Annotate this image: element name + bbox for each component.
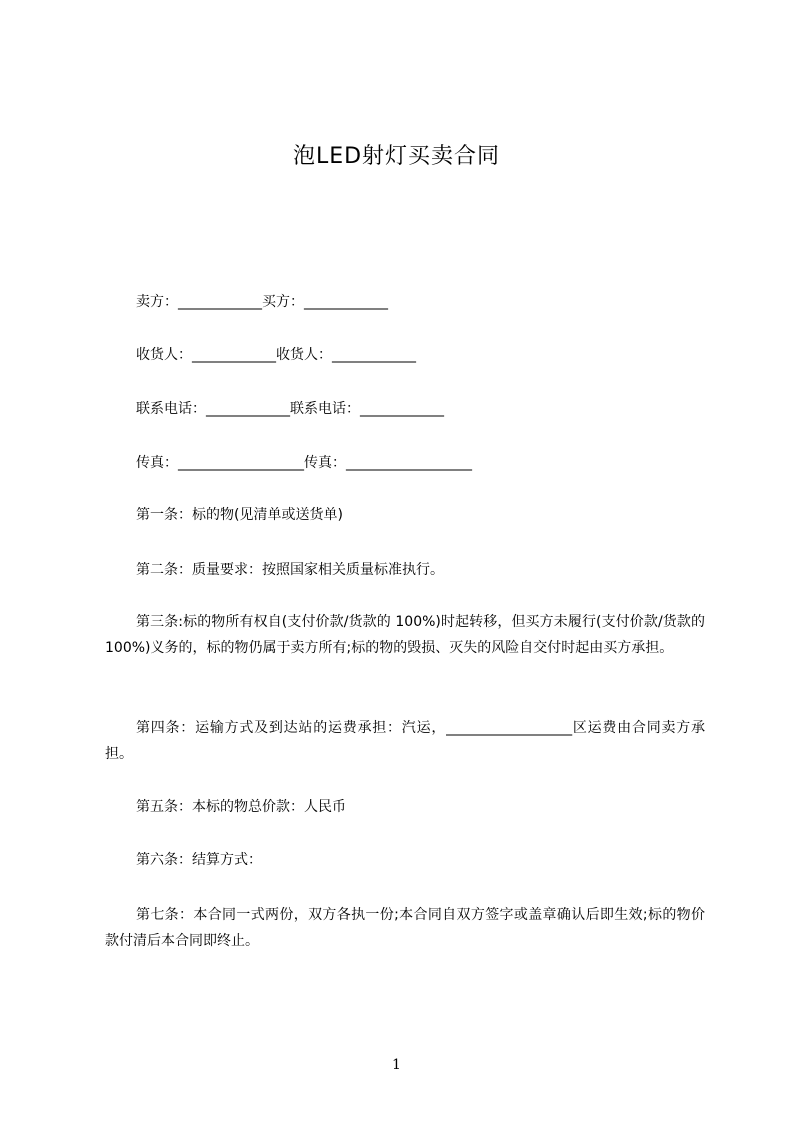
article-5: 第五条：本标的物总价款：人民币: [136, 799, 346, 815]
consignee-line: 收货人：____________收货人：____________: [136, 347, 416, 363]
seller-buyer-line: 卖方：____________买方：____________: [136, 294, 388, 310]
page-number: 1: [392, 1057, 401, 1073]
article-2: 第二条：质量要求：按照国家相关质量标准执行。: [136, 562, 444, 578]
article-3: 第三条:标的物所有权自(支付价款/货款的 100%)时起转移，但买方未履行(支付价款/货款的 100%)义务的，标的物仍属于卖方所有;标的物的毁损、灭失的风险自交付时起由买方承担。: [105, 614, 705, 656]
fax-line: 传真：__________________传真：__________________: [136, 455, 472, 471]
article-7: 第七条：本合同一式两份，双方各执一份;本合同自双方签字或盖章确认后即生效;标的物价款付清后本合同即终止。: [105, 907, 705, 949]
article-1: 第一条：标的物(见清单或送货单): [136, 507, 343, 523]
document-title: 泡LED射灯买卖合同: [292, 144, 501, 169]
article-4: 第四条：运输方式及到达站的运费承担：汽运，__________________区运费由合同卖方承担。: [105, 720, 705, 762]
phone-line: 联系电话：____________联系电话：____________: [136, 401, 444, 417]
article-6: 第六条：结算方式：: [136, 852, 262, 868]
